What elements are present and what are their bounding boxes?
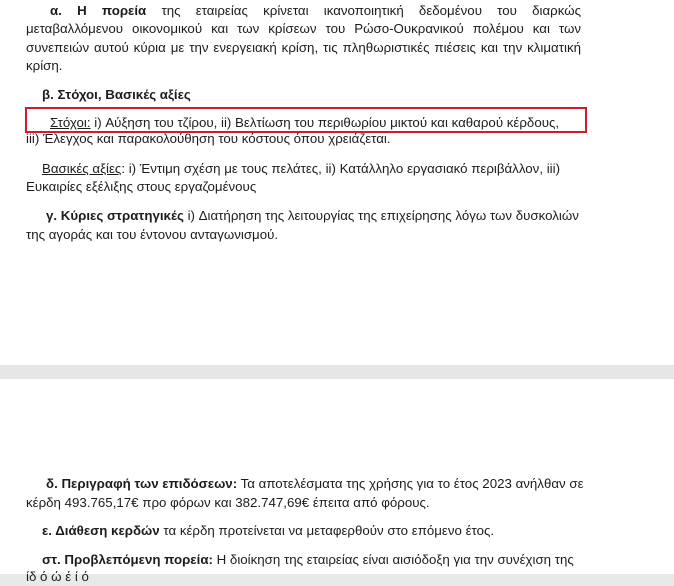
section-b-heading-text: β. Στόχοι, Βασικές αξίες [42, 87, 191, 102]
values-text-1: : i) Έντιμη σχέση με τους πελάτες, ii) Κατάλληλο εργασιακό περιβάλλον, iii) [121, 161, 560, 176]
page-separator [0, 365, 674, 379]
section-c-text-1: i) Διατήρηση της λειτουργίας της επιχείρησης λόγω των δυσκολιών [183, 208, 579, 223]
section-e-line-1 [42, 522, 494, 540]
goals-text-1: i) Αύξηση του τζίρου, ii) Βελτίωση του περιθωρίου μικτού και καθαρού κέρδους, [90, 115, 560, 130]
section-a-line-1 [26, 2, 581, 20]
section-st-text-1: Η διοίκηση της εταιρείας είναι αισιόδοξη για την συνέχιση της [212, 552, 574, 567]
section-st-line-1 [42, 551, 574, 569]
section-d-line-2: κέρδη 493.765,17€ προ φόρων και 382.747,69€ έπειτα από φόρους. [26, 495, 430, 510]
section-b-heading [42, 86, 191, 104]
highlight-box [25, 107, 587, 133]
section-e-heading: ε. Διάθεση κερδών [42, 523, 160, 538]
section-c-line-1 [46, 207, 579, 225]
values-line-2: Ευκαιρίες εξέλιξης στους εργαζομένους [26, 179, 257, 194]
section-e-text-1: τα κέρδη προτείνεται να μεταφερθούν στο επόμενο έτος. [159, 523, 495, 538]
section-st-line-2: ίδ ό ώ έ ί ό [26, 569, 89, 584]
goals-label: Στόχοι: [50, 115, 91, 130]
section-st-heading: στ. Προβλεπόμενη πορεία: [42, 552, 213, 567]
section-d-text-1: Τα αποτελέσματα της χρήσης για το έτος 2023 ανήλθαν σε [237, 476, 584, 491]
section-a-text-1: της εταιρείας κρίνεται ικανοποιητική δεδομένου του διαρκώς [161, 3, 581, 18]
section-a-heading: α. Η πορεία [50, 3, 147, 18]
section-a-line-4: κρίση. [26, 58, 63, 73]
section-d-line-1 [46, 475, 584, 493]
section-c-heading: γ. Κύριες στρατηγικές [46, 208, 184, 223]
section-a-line-2: μεταβαλλόμενου οικονομικού και των κρίσεων του Ρώσο-Ουκρανικού πολέμου και των [26, 21, 581, 36]
values-line-1 [42, 160, 560, 178]
document-page-2 [0, 379, 674, 584]
goals-line-2: iii) Έλεγχος και παρακολούθηση του κόστους όπου χρειάζεται. [26, 131, 391, 146]
section-c-line-2: της αγοράς και του έντονου ανταγωνισμού. [26, 227, 279, 242]
section-d-heading: δ. Περιγραφή των επιδόσεων: [46, 476, 238, 491]
values-label: Βασικές αξίες [42, 161, 122, 176]
section-a-line-3: συνεπειών αυτού κύρια με την ενεργειακή κρίση, τις πληθωριστικές πιέσεις και την κλιματική [26, 40, 581, 55]
